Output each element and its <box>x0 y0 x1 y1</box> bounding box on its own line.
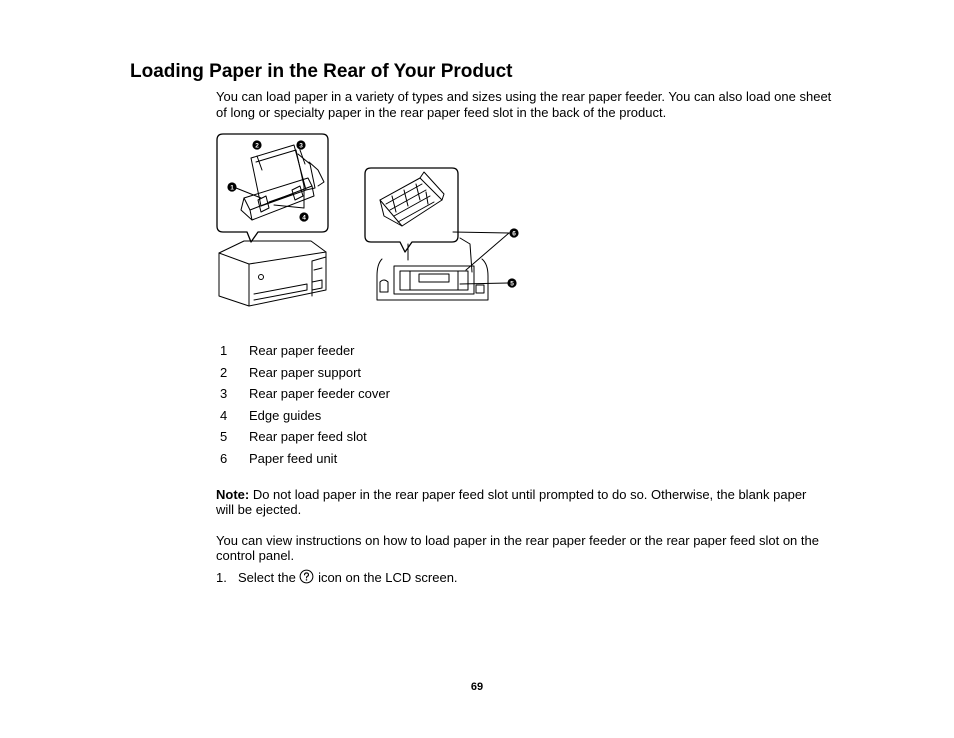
legend-number: 3 <box>220 386 228 401</box>
legend-item <box>216 429 390 451</box>
printer-diagram <box>214 130 524 310</box>
legend-number: 4 <box>220 407 228 423</box>
callout-5 <box>507 278 516 287</box>
callout-3 <box>296 140 305 149</box>
callout-4 <box>299 212 308 221</box>
legend-label: Rear paper feeder cover <box>249 386 390 401</box>
printer-illustration <box>214 130 524 310</box>
legend-number: 2 <box>220 364 228 380</box>
callout-6-label: 6 <box>512 230 516 238</box>
callout-2-label: 2 <box>255 142 259 150</box>
callout-1 <box>227 182 236 191</box>
legend-label: Rear paper feeder <box>249 343 355 358</box>
step-1 <box>216 569 458 586</box>
legend-number: 5 <box>220 429 228 444</box>
legend-label: Rear paper feed slot <box>249 429 367 444</box>
callout-2 <box>252 140 261 149</box>
page-title: Loading Paper in the Rear of Your Product <box>130 61 513 82</box>
legend-number: 6 <box>220 450 228 466</box>
callout-1-label: 1 <box>230 184 234 192</box>
legend-label: Paper feed unit <box>249 450 338 466</box>
step-number: 1. <box>216 570 227 585</box>
help-icon <box>299 569 314 584</box>
legend-item <box>216 386 390 408</box>
legend-item <box>216 365 390 387</box>
step-text-after: icon on the LCD screen. <box>314 570 458 585</box>
note-text: Do not load paper in the rear paper feed slot until prompted to do so. Otherwise, the blank paper will be ejected. <box>216 487 807 517</box>
note-label: Note: <box>216 487 250 502</box>
intro-paragraph: You can load paper in a variety of types and sizes using the rear paper feeder. You can also load one sheet of long or specialty paper in the rear paper feed slot in the back of the product. <box>216 89 832 120</box>
callout-4-label: 4 <box>302 214 306 222</box>
view-instructions-paragraph: You can view instructions on how to load paper in the rear paper feeder or the rear paper feed slot on the control panel. <box>216 533 819 563</box>
legend-label: Rear paper support <box>249 364 362 380</box>
legend-item <box>216 343 390 365</box>
legend-number: 1 <box>220 343 228 358</box>
note-paragraph <box>216 487 828 517</box>
legend-item <box>216 451 390 473</box>
legend-label: Edge guides <box>249 407 322 423</box>
parts-legend <box>216 343 390 472</box>
callout-5-label: 5 <box>510 280 514 288</box>
callout-6 <box>509 228 518 237</box>
legend-item <box>216 408 390 430</box>
step-text-before: Select the <box>238 570 296 585</box>
callout-3-label: 3 <box>299 142 303 150</box>
page-number: 69 <box>470 681 484 693</box>
